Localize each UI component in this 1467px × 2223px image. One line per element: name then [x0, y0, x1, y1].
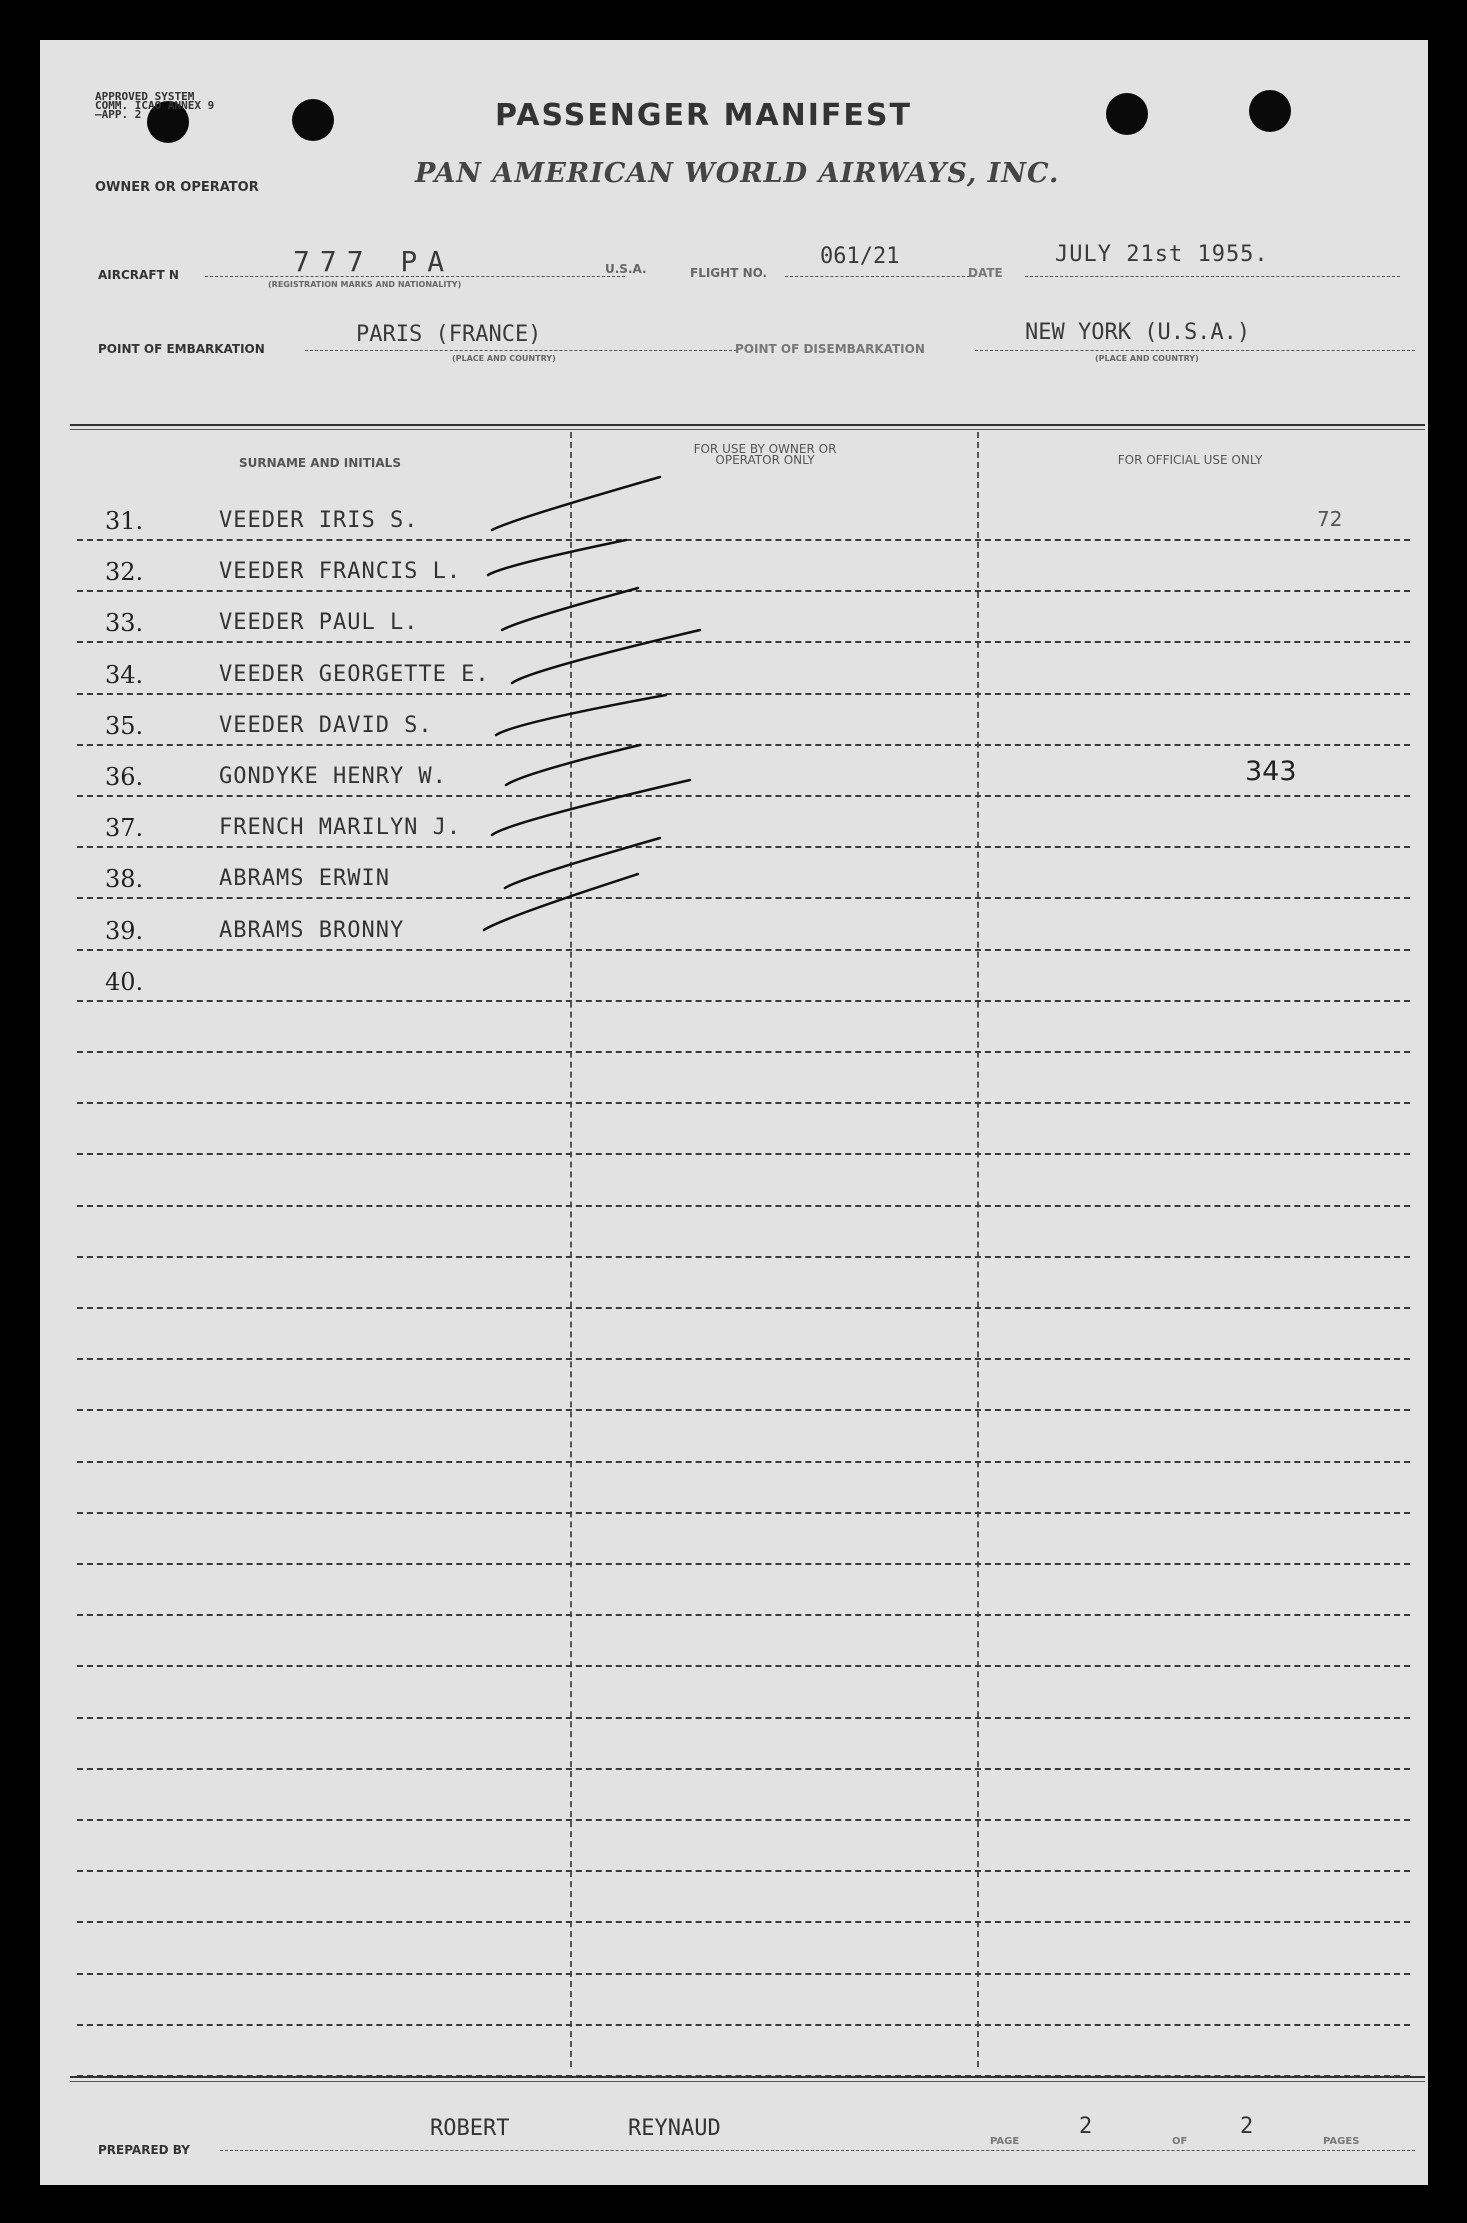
page-total: 2: [1240, 2114, 1254, 2139]
date-label: DATE: [968, 266, 1003, 280]
passenger-name: VEEDER FRANCIS L.: [219, 559, 462, 584]
flight-underline: [785, 276, 975, 277]
punch-hole: [292, 99, 334, 141]
table-row: [77, 2024, 1410, 2077]
row-number: 34.: [105, 661, 144, 689]
punch-hole: [1249, 90, 1291, 132]
embark-value: PARIS (FRANCE): [356, 322, 542, 347]
table-row: [77, 795, 1410, 848]
flight-label: FLIGHT NO.: [690, 266, 768, 280]
aircraft-value: 777 PA: [293, 245, 455, 278]
table-row: [77, 1614, 1410, 1667]
aircraft-sub: (REGISTRATION MARKS AND NATIONALITY): [268, 280, 462, 289]
table-row: [77, 1000, 1410, 1053]
table-row: [77, 1768, 1410, 1821]
page-label: PAGE: [990, 2136, 1020, 2147]
date-value: JULY 21st 1955.: [1055, 242, 1269, 267]
col-official-head: FOR OFFICIAL USE ONLY: [1117, 453, 1263, 467]
table-row: [77, 846, 1410, 899]
row-number: 35.: [105, 712, 144, 740]
table-row: [77, 488, 1410, 541]
table-row: [77, 1358, 1410, 1411]
prepared-last: REYNAUD: [628, 2116, 721, 2141]
punch-hole: [1106, 93, 1148, 135]
passenger-name: VEEDER PAUL L.: [219, 610, 419, 635]
flight-value: 061/21: [820, 244, 900, 269]
table-row: [77, 539, 1410, 592]
table-row: [77, 642, 1410, 695]
passenger-name: GONDYKE HENRY W.: [219, 764, 447, 789]
disembark-label: POINT OF DISEMBARKATION: [735, 342, 925, 356]
passenger-name: FRENCH MARILYN J.: [219, 815, 462, 840]
disembark-value: NEW YORK (U.S.A.): [1025, 320, 1251, 345]
passenger-name: ABRAMS ERWIN: [219, 866, 390, 891]
table-row: [77, 590, 1410, 643]
col-owner-head: FOR USE BY OWNER OR OPERATOR ONLY: [693, 442, 837, 467]
passenger-name: VEEDER IRIS S.: [219, 508, 419, 533]
table-row: [77, 1870, 1410, 1923]
table-row: [77, 1819, 1410, 1872]
table-row: [77, 1922, 1410, 1975]
of-label: OF: [1172, 2136, 1188, 2147]
row-number: 31.: [105, 507, 144, 535]
row-number: 32.: [105, 558, 144, 586]
row-number: 38.: [105, 865, 144, 893]
country-label: U.S.A.: [605, 262, 647, 276]
approval-stamp: APPROVED SYSTEM COMM. ICAO ANNEX 9—APP. 2: [95, 90, 215, 121]
row-number: 39.: [105, 917, 144, 945]
table-row: [77, 949, 1410, 1002]
pages-label: PAGES: [1323, 2136, 1360, 2147]
table-row: [77, 1461, 1410, 1514]
table-row: [77, 1563, 1410, 1616]
passenger-name: ABRAMS BRONNY: [219, 918, 405, 943]
table-row: [77, 1307, 1410, 1360]
table-row: [77, 1154, 1410, 1207]
table-bottom-rule: [70, 2076, 1425, 2082]
table-row: [77, 1512, 1410, 1565]
date-underline: [1025, 276, 1400, 277]
disembark-underline: [975, 350, 1415, 351]
table-row: [77, 898, 1410, 951]
footer-underline: [220, 2150, 1415, 2151]
passenger-name: VEEDER DAVID S.: [219, 713, 433, 738]
row-number: 40.: [105, 968, 144, 996]
manifest-sheet: [40, 40, 1428, 2185]
page-title: PASSENGER MANIFEST: [495, 98, 912, 133]
official-note: 343: [1245, 756, 1297, 787]
owner-label: OWNER OR OPERATOR: [95, 180, 259, 195]
row-number: 36.: [105, 763, 144, 791]
table-row: [77, 1410, 1410, 1463]
official-note: 72: [1317, 507, 1343, 531]
operator-name: PAN AMERICAN WORLD AIRWAYS, INC.: [415, 158, 1060, 189]
embark-label: POINT OF EMBARKATION: [98, 342, 265, 356]
page-number: 2: [1079, 2114, 1093, 2139]
table-row: [77, 1666, 1410, 1719]
table-row: [77, 1102, 1410, 1155]
passenger-name: VEEDER GEORGETTE E.: [219, 662, 490, 687]
row-number: 37.: [105, 814, 144, 842]
table-top-rule: [70, 424, 1425, 430]
table-row: [77, 1205, 1410, 1258]
embark-underline: [305, 350, 737, 351]
table-row: [77, 1256, 1410, 1309]
embark-sub: (PLACE AND COUNTRY): [452, 354, 556, 363]
table-row: [77, 744, 1410, 797]
disembark-sub: (PLACE AND COUNTRY): [1095, 354, 1199, 363]
aircraft-label: AIRCRAFT N: [98, 268, 179, 282]
table-row: [77, 1717, 1410, 1770]
prepared-label: PREPARED BY: [98, 2143, 190, 2157]
table-row: [77, 1051, 1410, 1104]
prepared-first: ROBERT: [430, 2116, 510, 2141]
table-row: [77, 693, 1410, 746]
table-row: [77, 1973, 1410, 2026]
col-surname-head: SURNAME AND INITIALS: [239, 456, 401, 470]
row-number: 33.: [105, 609, 144, 637]
